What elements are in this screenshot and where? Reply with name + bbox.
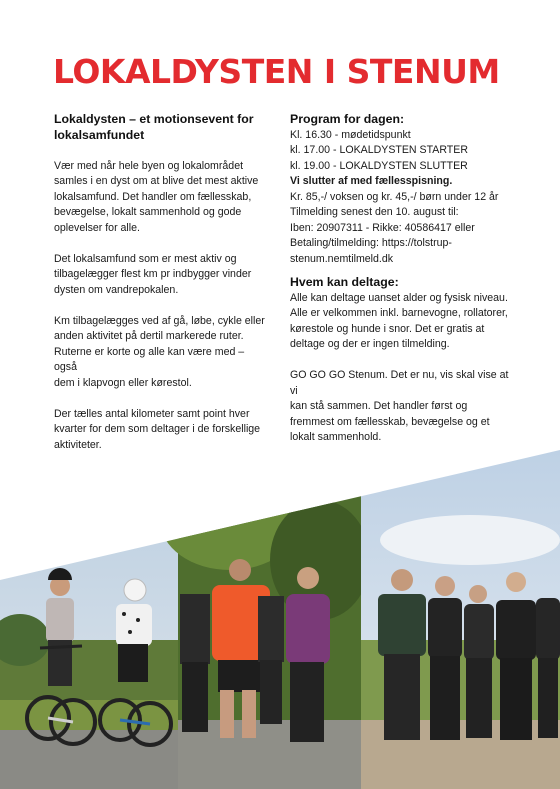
points-line: Der tælles antal kilometer samt point hver — [54, 407, 250, 420]
signup-link: stenum.nemtilmeld.dk — [290, 252, 394, 265]
program-item: Kl. 16.30 - mødetidspunkt — [290, 128, 411, 141]
routes-line: anden aktivitet på dertil markerede ruter. — [54, 330, 244, 342]
program-item: kl. 19.00 - LOKALDYSTEN SLUTTER — [290, 159, 468, 172]
who-line: Alle er velkommen inkl. barnevogne, rollatorer, — [290, 307, 508, 319]
who-line: deltage og der er ingen tilmelding. — [290, 338, 450, 350]
closing-line: GO GO GO Stenum. Det er nu, vis skal vise at vi — [290, 369, 509, 397]
who-line: kørestole og hunde i snor. Det er gratis at — [290, 322, 485, 335]
photo-kids-cycling — [0, 440, 178, 789]
closing-line: kan stå sammen. Det handler først og — [290, 400, 468, 412]
points-line: aktiviteter. — [54, 438, 102, 451]
program-heading: Program for dagen: — [290, 112, 405, 126]
intro-line: lokalsamfund. Det handler om fællesskab, — [54, 190, 252, 203]
photo-group-walking — [361, 400, 560, 789]
winner-line: dysten om vandrepokalen. — [54, 283, 179, 296]
intro-line: oplevelser for alle. — [54, 221, 140, 234]
routes-line: dem i klapvogn eller kørestol. — [54, 376, 192, 389]
contact-info: Iben: 20907311 - Rikke: 40586417 eller — [290, 221, 475, 234]
intro-line: samles i en dyst om at blive det mest aktive — [54, 175, 259, 187]
who-heading: Hvem kan deltage: — [290, 275, 399, 289]
winner-line: Det lokalsamfund som er mest aktiv og — [54, 252, 237, 265]
winner-line: tilbagelægger flest km pr indbygger vinder — [54, 268, 252, 280]
event-heading-line-1: Lokaldysten – et motionsevent for — [54, 112, 254, 126]
program-dinner: Vi slutter af med fællesspisning. — [290, 175, 453, 187]
points-line: kvarter for dem som deltager i de forskellige — [54, 423, 261, 435]
event-heading-line-2: lokalsamfundet — [54, 127, 145, 142]
intro-line: bevægelse, lokalt sammenhold og gode — [54, 206, 242, 218]
closing-line: lokalt sammenhold. — [290, 431, 382, 443]
photo-runners-forest — [160, 420, 370, 789]
routes-line: Ruterne er korte og alle kan være med – også — [54, 345, 245, 373]
intro-line: Vær med når hele byen og lokalområdet — [54, 159, 244, 172]
program-item: kl. 17.00 - LOKALDYSTEN STARTER — [290, 144, 468, 156]
signup-info: Tilmelding senest den 10. august til: — [290, 206, 459, 218]
signup-link: Betaling/tilmelding: https://tolstrup- — [290, 237, 452, 249]
who-line: Alle kan deltage uanset alder og fysisk niveau. — [290, 291, 508, 304]
routes-line: Km tilbagelægges ved af gå, løbe, cykle eller — [54, 314, 265, 327]
closing-line: fremmest om fællesskab, bevægelse og et — [290, 415, 490, 428]
page-title: LOKALDYSTEN I STENUM — [53, 52, 500, 91]
price-info: Kr. 85,-/ voksen og kr. 45,-/ børn under 12 år — [290, 190, 499, 203]
